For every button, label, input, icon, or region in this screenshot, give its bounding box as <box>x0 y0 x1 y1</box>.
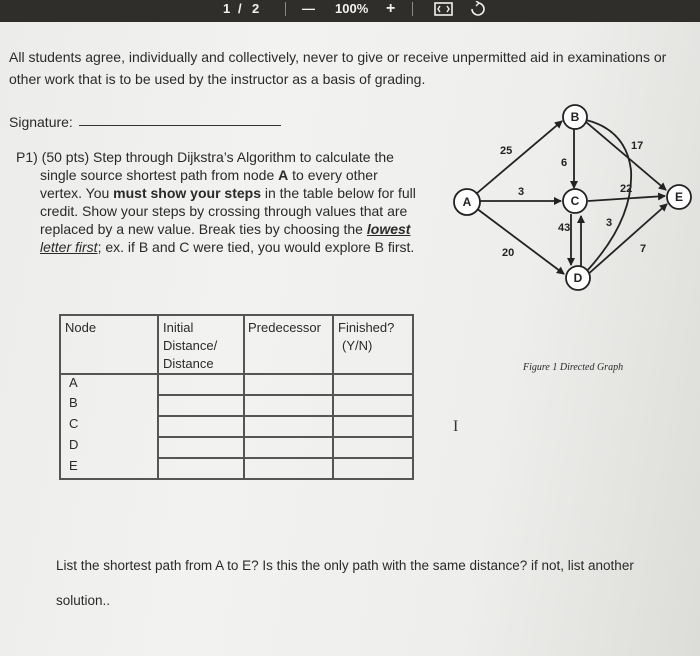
question-line-2: solution.. <box>56 593 111 608</box>
node-cell: B <box>60 395 158 416</box>
figure-caption: Figure 1 Directed Graph <box>523 362 624 373</box>
table-row <box>60 395 413 416</box>
distance-cell[interactable] <box>158 458 244 479</box>
finished-cell[interactable] <box>333 458 413 479</box>
edge-b-e <box>586 122 666 190</box>
toolbar-divider <box>285 2 286 16</box>
node-b-label: B <box>570 110 580 124</box>
header-node: Node <box>60 315 158 374</box>
weight-b-c: 6 <box>561 157 568 169</box>
fit-page-icon[interactable] <box>433 1 455 17</box>
table-row <box>60 458 413 479</box>
problem-line-3: vertex. You must show your steps in the table below for full <box>40 185 416 201</box>
finished-cell[interactable] <box>333 437 413 458</box>
finished-cell[interactable] <box>333 395 413 416</box>
honor-statement-line-2: other work that is to be used by the instructor as a basis of grading. <box>9 71 426 87</box>
node-cell: D <box>60 437 158 458</box>
edge-c-e <box>588 196 665 201</box>
finished-cell[interactable] <box>333 374 413 395</box>
signature-label: Signature: <box>9 114 73 130</box>
distance-cell[interactable] <box>158 395 244 416</box>
header-finished: Finished? (Y/N) <box>333 315 413 374</box>
table-row <box>60 374 413 395</box>
signature-line <box>79 125 281 126</box>
node-d-label: D <box>573 271 583 285</box>
distance-cell[interactable] <box>158 416 244 437</box>
problem-line-4: credit. Show your steps by crossing through values that are <box>40 203 408 219</box>
honor-statement-line-1: All students agree, individually and collectively, never to give or receive unpermitted aid in examinations or <box>9 49 667 65</box>
predecessor-cell[interactable] <box>244 416 333 437</box>
weight-c-d: 43 <box>558 222 571 234</box>
toolbar-divider <box>412 2 413 16</box>
weight-a-b: 25 <box>500 145 513 157</box>
weight-b-e: 17 <box>631 140 644 152</box>
weight-a-c: 3 <box>518 186 525 198</box>
weight-c-e: 22 <box>620 183 633 195</box>
predecessor-cell[interactable] <box>244 437 333 458</box>
pdf-toolbar <box>0 0 700 22</box>
table-row <box>60 416 413 437</box>
predecessor-cell[interactable] <box>244 458 333 479</box>
dijkstra-table <box>59 314 414 480</box>
node-cell: C <box>60 416 158 437</box>
zoom-in-button[interactable]: + <box>386 0 396 17</box>
table-header-row <box>60 315 413 374</box>
predecessor-cell[interactable] <box>244 395 333 416</box>
distance-cell[interactable] <box>158 374 244 395</box>
rotate-icon[interactable] <box>468 1 488 17</box>
zoom-out-button[interactable]: — <box>302 1 315 16</box>
page-current[interactable]: 1 <box>223 1 231 16</box>
problem-line-2: single source shortest path from node A to every other <box>40 167 378 183</box>
page-total: 2 <box>252 1 260 16</box>
problem-line-5: replaced by a new value. Break ties by choosing the lowest <box>40 221 411 237</box>
node-cell: A <box>60 374 158 395</box>
node-e-label: E <box>674 190 684 204</box>
edge-b-d-arc <box>586 120 631 272</box>
edge-a-d <box>476 208 564 274</box>
edge-d-e <box>586 204 667 276</box>
question-line-1: List the shortest path from A to E? Is this the only path with the same distance? if not, list another <box>56 558 634 573</box>
weight-d-c: 3 <box>606 217 613 229</box>
text-cursor: I <box>453 418 459 435</box>
directed-graph <box>448 100 700 300</box>
page-separator: / <box>238 1 242 16</box>
problem-line-6: letter first; ex. if B and C were tied, you would explore B first. <box>40 239 415 255</box>
problem-line-1: P1) (50 pts) Step through Dijkstra’s Algorithm to calculate the <box>16 149 394 165</box>
predecessor-cell[interactable] <box>244 374 333 395</box>
edge-a-b <box>476 121 562 194</box>
header-predecessor: Predecessor <box>244 315 333 374</box>
weight-a-d: 20 <box>502 247 515 259</box>
finished-cell[interactable] <box>333 416 413 437</box>
table-row <box>60 437 413 458</box>
header-initial-distance: Initial Distance/ Distance <box>158 315 244 374</box>
zoom-level[interactable]: 100% <box>335 1 369 16</box>
node-a-label: A <box>462 195 472 209</box>
distance-cell[interactable] <box>158 437 244 458</box>
node-cell: E <box>60 458 158 479</box>
weight-d-e: 7 <box>640 243 647 255</box>
node-c-label: C <box>570 194 580 208</box>
